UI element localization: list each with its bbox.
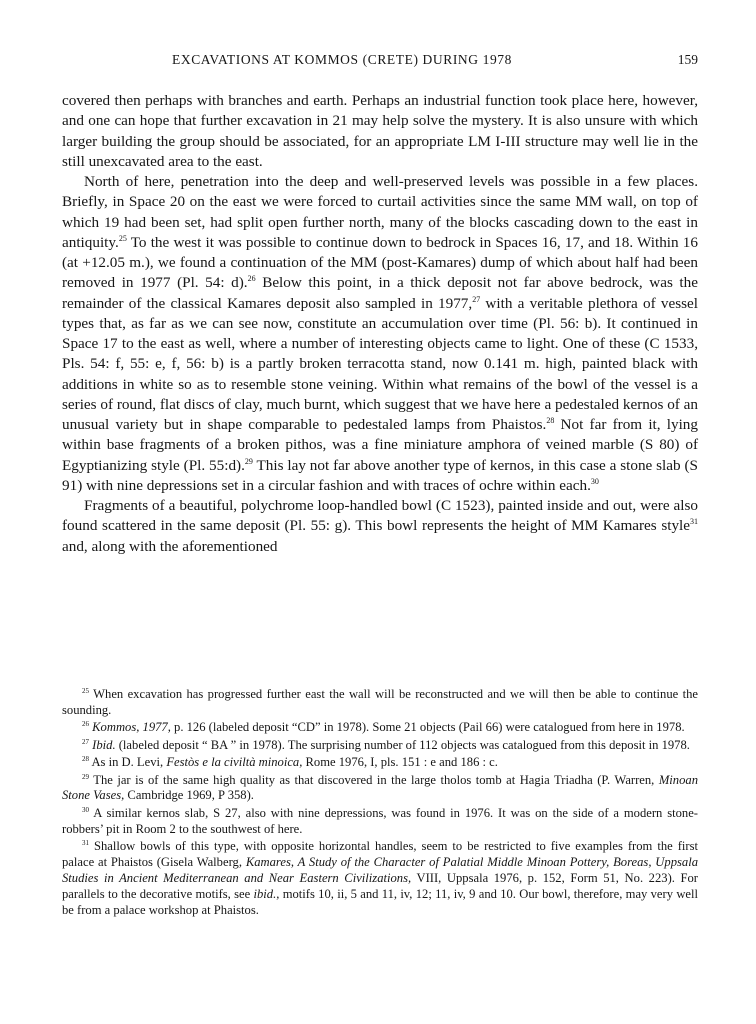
footnote-mid: VIII, Uppsala 1976, p. 152, Form 51, No. 223). For parallels to the decorative motifs, see	[62, 870, 698, 901]
paragraph-2-text-1: North of here, penetration into the deep and well-preserved levels was possible in a few places. Briefly, in Space 20 on the east we were forced to curtail activities since the same MM wall, on top of which 19 had been set, had split open further north, many of the blocks cascading down to the east in antiquity.	[62, 173, 698, 251]
main-text	[62, 91, 698, 557]
footnote-ref-27: 27	[472, 294, 481, 304]
footnote-italic: ibid.,	[253, 886, 280, 901]
footnote-pre: Shallow bowls of this type, with opposite horizontal handles, seem to be restricted to five examples from the first palace at Phaistos (Gisela Walberg,	[62, 839, 698, 870]
paragraph-1: covered then perhaps with branches and earth. Perhaps an industrial function took place here, however, and one can hope that further excavation in 21 may help solve the mystery. It is also unsure with which larger building the group should be associated, for an appropriate LM I-III structure may well lie in the still unexcavated area to the east.	[62, 92, 698, 170]
paragraph-2-text-3: Below this point, in a thick deposit not far above bedrock, was the remainder of the classical Kamares deposit also sampled in 1977,	[62, 274, 698, 312]
footnote-number: 29	[82, 772, 89, 781]
footnote-number: 31	[82, 839, 89, 848]
footnote-number: 28	[82, 755, 89, 764]
footnote-text: (labeled deposit “ BA ” in 1978). The surprising number of 112 objects was catalogued from this deposit in 1978.	[115, 737, 690, 752]
footnote-pre: The jar is of the same high quality as that discovered in the large tholos tomb at Hagia Triadha (P. Warren,	[89, 772, 659, 787]
paragraph-3	[62, 496, 698, 557]
paragraph-2	[62, 172, 698, 496]
footnote-30	[62, 806, 698, 838]
footnote-italic: Minoan Stone Vases,	[62, 772, 698, 803]
footnote-31	[62, 839, 698, 919]
footnote-text: motifs 10, ii, 5 and 11, iv, 12; 11, iv, 9 and 10. Our bowl, therefore, may very well be from a palace workshop at Phaistos.	[62, 886, 698, 917]
running-title: EXCAVATIONS AT KOMMOS (CRETE) DURING 1978	[172, 52, 513, 67]
footnote-italic: Kamares, A Study of the Character of Palatial Middle Minoan Pottery,	[245, 855, 610, 870]
footnote-text: p. 126 (labeled deposit “CD” in 1978). Some 21 objects (Pail 66) were catalogued from here in 1978.	[170, 720, 685, 735]
paragraph-2-text-6: This lay not far above another type of kernos, in this case a stone slab (S 91) with nine depressions set in a circular fashion and with traces of ochre within each.	[62, 456, 698, 494]
footnote-ref-28: 28	[546, 416, 555, 425]
footnote-25	[62, 687, 698, 719]
footnote-ref-26: 26	[247, 274, 256, 284]
footnotes	[62, 687, 698, 919]
paragraph-2-text-4: with a veritable plethora of vessel types that, as far as we can see now, constitute an accumulation over time (Pl. 56: b). It continued in Space 17 to the east as well, where a number of interesting objects came to light. One of these (C 1533, Pls. 54: f, 55: e, f, 56: b) is a partly broken terracotta stand, now 0.141 m. high, painted black with additions in white so as to resemble stone veining. Within what remains of the bowl of the vessel is a series of round, flat discs of clay, much burnt, which suggest that we have here a pedestaled kernos of an unusual variety but in shape comparable to pedestaled lamps from Phaistos.	[62, 294, 698, 433]
footnote-ref-31: 31	[690, 517, 698, 527]
footnote-number: 30	[82, 805, 89, 814]
footnote-number: 25	[82, 687, 89, 695]
paragraph-3-text-1: Fragments of a beautiful, polychrome loop-handled bowl (C 1523), painted inside and out, were also found scattered in the same deposit (Pl. 55: g). This bowl represents the height of MM Kamares style	[62, 497, 698, 535]
footnote-ref-29: 29	[244, 456, 253, 466]
page-number: 159	[677, 52, 698, 67]
footnote-27	[62, 738, 698, 754]
footnote-number: 26	[82, 720, 89, 729]
running-header	[62, 52, 698, 72]
footnote-number: 27	[82, 737, 89, 746]
footnote-text: Rome 1976, I, pls. 151 : e and 186 : c.	[302, 755, 498, 770]
paragraph-2-text-2: To the west it was possible to continue down to bedrock in Spaces 16, 17, and 18. Within 16 (at +12.05 m.), we found a continuation of the MM (post-Kamares) dump of which about half had been removed in 1977 (Pl. 54: d).	[62, 233, 698, 292]
footnote-28	[62, 755, 698, 771]
footnote-italic: Kommos, 1977,	[92, 720, 171, 735]
footnote-ref-30: 30	[590, 476, 599, 486]
footnote-pre: As in D. Levi,	[89, 755, 167, 770]
footnote-29	[62, 773, 698, 805]
footnote-italic: Ibid.	[92, 737, 116, 752]
footnote-ref-25: 25	[118, 233, 127, 243]
footnote-text: A similar kernos slab, S 27, also with nine depressions, was found in 1976. It was on the side of a modern stone-robbers’ pit in Room 2 to the southwest of here.	[62, 805, 698, 836]
footnote-text: Cambridge 1969, P 358).	[124, 788, 254, 803]
paragraph-2-text-5: Not far from it, lying within base fragments of a broken pithos, was a fine miniature amphora of veined marble (S 80) of Egyptianizing style (Pl. 55:d).	[62, 416, 698, 474]
footnote-26	[62, 720, 698, 736]
footnote-italic: Festòs e la civiltà minoica,	[166, 755, 303, 770]
paragraph-3-text-2: and, along with the aforementioned	[62, 537, 278, 555]
footnote-text: When excavation has progressed further east the wall will be reconstructed and we will then be able to continue the sounding.	[62, 687, 698, 717]
footnote-italic: Boreas, Uppsala Studies in Ancient Mediterranean and Near Eastern Civilizations,	[62, 855, 698, 885]
